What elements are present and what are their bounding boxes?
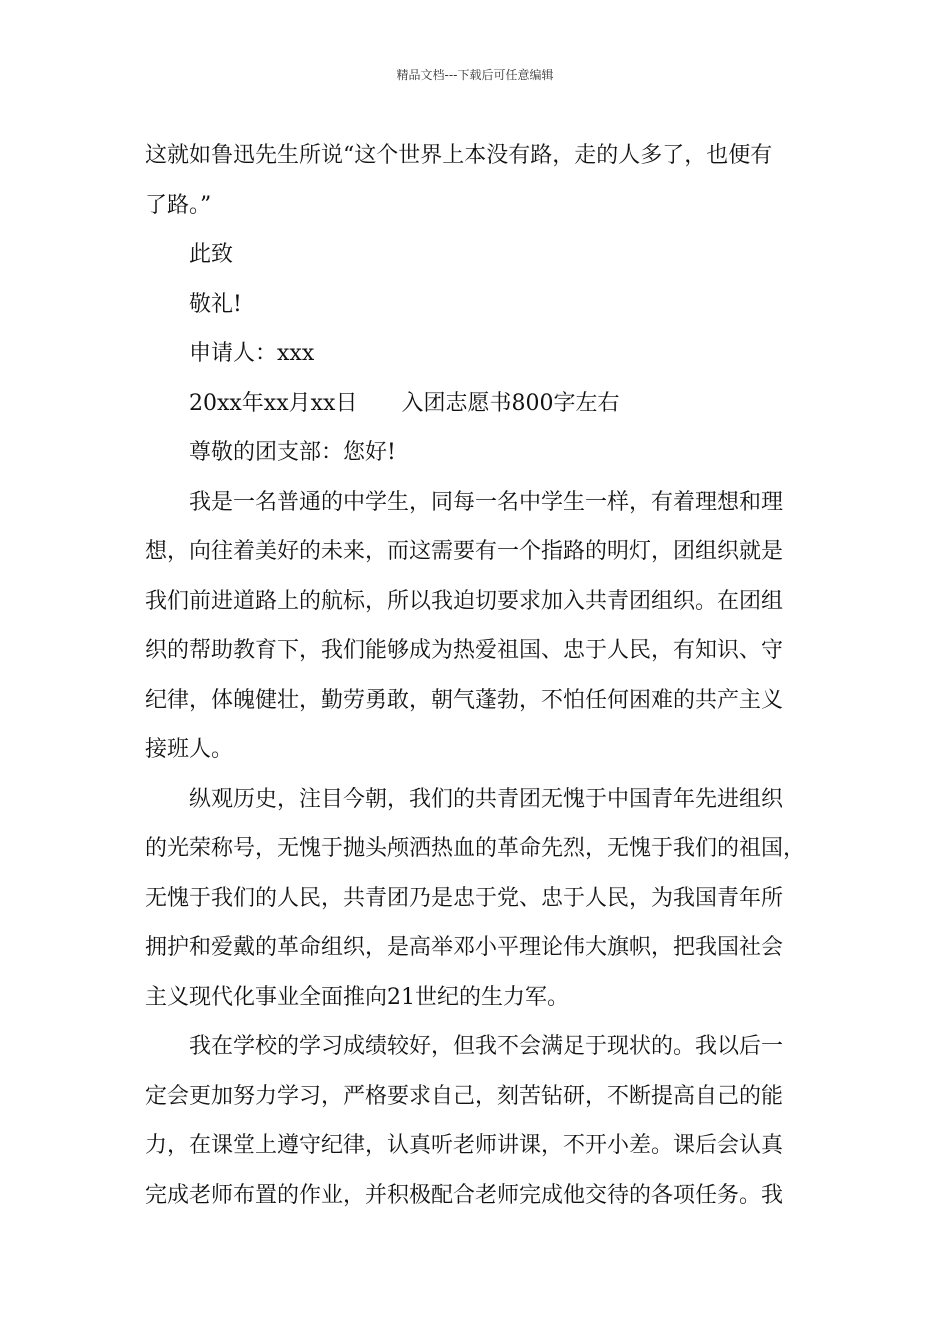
paragraph-line: 纪律，体魄健壮，勤劳勇敢，朝气蓬勃，不怕任何困难的共产主义 bbox=[145, 687, 784, 713]
paragraph-line: 纵观历史，注目今朝，我们的共青团无愧于中国青年先进组织 bbox=[189, 786, 784, 812]
date-and-title-line bbox=[145, 379, 810, 429]
paragraph-line: 我们前进道路上的航标，所以我迫切要求加入共青团组织。在团组 bbox=[145, 588, 784, 614]
paragraph-line: 完成老师布置的作业，并积极配合老师完成他交待的各项任务。我 bbox=[145, 1182, 784, 1208]
paragraph-line: 拥护和爱戴的革命组织，是高举邓小平理论伟大旗帜，把我国社会 bbox=[145, 935, 784, 960]
closing-respect: 敬礼! bbox=[189, 291, 242, 317]
document-title: 入团志愿书800字左右 bbox=[401, 390, 620, 416]
applicant-signature: 申请人：xxx bbox=[189, 341, 315, 366]
paragraph-line: 接班人。 bbox=[145, 737, 234, 762]
paragraph-line: 我是一名普通的中学生，同每一名中学生一样，有着理想和理 bbox=[189, 489, 784, 515]
greeting: 尊敬的团支部：您好! bbox=[189, 440, 396, 465]
document-body bbox=[145, 131, 810, 1220]
closing-salutation: 此致 bbox=[189, 242, 234, 267]
letter-date: 20xx年xx月xx日 bbox=[189, 390, 358, 416]
paragraph-line: 了路。” bbox=[145, 192, 212, 218]
paragraph-line: 想，向往着美好的未来，而这需要有一个指路的明灯，团组织就是 bbox=[145, 539, 784, 564]
paragraph-line: 这就如鲁迅先生所说“这个世界上本没有路，走的人多了，也便有 bbox=[145, 143, 773, 168]
paragraph-line: 的光荣称号，无愧于抛头颅洒热血的革命先烈，无愧于我们的祖国， bbox=[145, 836, 806, 861]
paragraph-line: 无愧于我们的人民，共青团乃是忠于党、忠于人民，为我国青年所 bbox=[145, 885, 784, 911]
paragraph-line: 主义现代化事业全面推向21世纪的生力军。 bbox=[145, 984, 569, 1010]
paragraph-line: 我在学校的学习成绩较好，但我不会满足于现状的。我以后一 bbox=[189, 1034, 784, 1059]
paragraph-line: 定会更加努力学习，严格要求自己，刻苦钻研，不断提高自己的能 bbox=[145, 1083, 784, 1109]
page-header: 精品文档---下载后可任意编辑 bbox=[396, 68, 554, 82]
paragraph-line: 力，在课堂上遵守纪律，认真听老师讲课，不开小差。课后会认真 bbox=[145, 1133, 784, 1158]
paragraph-line: 织的帮助教育下，我们能够成为热爱祖国、忠于人民，有知识、守 bbox=[145, 638, 784, 663]
